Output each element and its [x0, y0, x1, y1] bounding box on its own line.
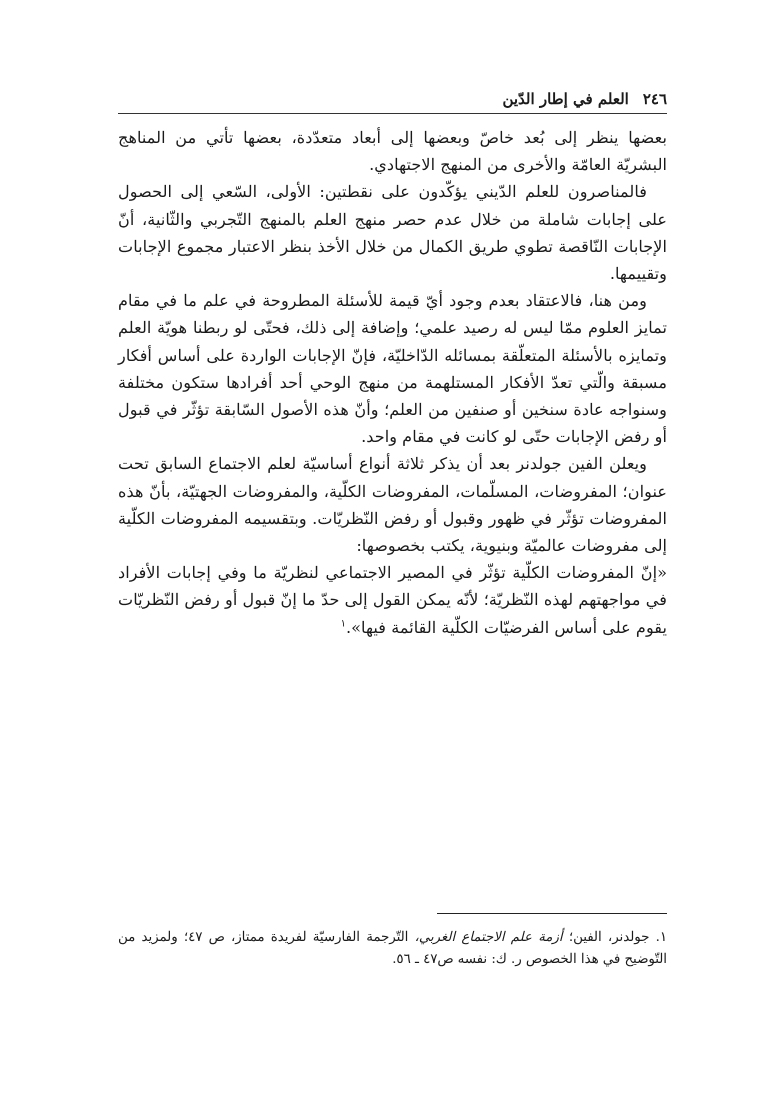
footnote-author: جولدنر، الفين؛ — [568, 930, 650, 945]
paragraph-1: بعضها ينظر إلى بُعد خاصّ وبعضها إلى أبعاد متعدّدة، بعضها تأتي من المناهج البشريّة العامّة والأخرى من المنهج الاجتهادي. — [118, 128, 667, 175]
paragraph-3: ومن هنا، فالاعتقاد بعدم وجود أيّ قيمة للأسئلة المطروحة في علم ما في مقام تمايز العلوم ممّا ليس له رصيد علمي؛ وإضافة إلى ذلك، فحتّى لو ربطنا هويّة العلم وتمايزه بالأسئلة المتعلّقة بمسائله الدّاخليّة، فإنّ الإجابات الواردة على أساس أفكار مسبقة والّتي تعدّ الأفكار المستلهمة من منهج الوحي أحد أفرادها ستكون مختلفة وسنواجه عادة سنخين أو صنفين من العلم؛ وأنّ هذه الأصول السّابقة تؤثّر في قبول أو رفض الإجابات حتّى لو كانت في مقام واحد. — [118, 291, 667, 447]
paragraph-4: ويعلن الفين جولدنر بعد أن يذكر ثلاثة أنواع أساسيّة لعلم الاجتماع السابق تحت عنوان؛ المفروضات، المسلّمات، المفروضات الكلّية، والمفروضات الجهتيّة، بأنّ هذه المفروضات تؤثّر في ظهور وقبول أو رفض النّظريّات. وبتقسيمه المفروضات الكلّية إلى مفروضات عالميّة وبنيوية، يكتب بخصوصها: — [118, 454, 667, 556]
footnote-number: ١. — [655, 930, 667, 945]
paragraph-2: فالمناصرون للعلم الدّيني يؤكّدون على نقطتين: الأولى، السّعي إلى الحصول على إجابات شاملة من خلال عدم حصر منهج العلم بالمنهج التّجربي والثّانية، أنّ الإجابات النّاقصة تطوي طريق الكمال من خلال الأخذ بنظر الاعتبار مجموع الإجابات وتقييمها. — [118, 182, 667, 284]
quotation-text: «إنّ المفروضات الكلّية تؤثّر في المصير الاجتماعي لنظريّة ما وفي إجابات الأفراد في مواجهتهم لهذه النّظريّة؛ لأنّه يمكن القول إلى حدّ ما إنّ قبول أو رفض النّظريّات يقوم على أساس الفرضيّات الكلّية القائمة فيها». — [118, 563, 667, 637]
footnote-rest: التّرجمة الفارسيّة لفريدة ممتاز، ص ٤٧؛ ولمزيد من التّوضيح في هذا الخصوص ر. ك: نفسه ص٤٧ ـ ٥٦. — [118, 930, 667, 967]
footnote-rule — [437, 913, 667, 914]
running-title: العلم في إطار الدّين — [502, 90, 629, 108]
running-header — [118, 90, 667, 112]
footnote-reference[interactable]: ١ — [340, 618, 346, 630]
body-text — [118, 124, 667, 641]
footnote-book-title: أزمة علم الاجتماع الغربي، — [414, 930, 563, 945]
page-number: ٢٤٦ — [642, 90, 667, 108]
header-rule — [118, 113, 667, 114]
quotation-paragraph — [118, 559, 667, 641]
footnote — [118, 927, 667, 971]
